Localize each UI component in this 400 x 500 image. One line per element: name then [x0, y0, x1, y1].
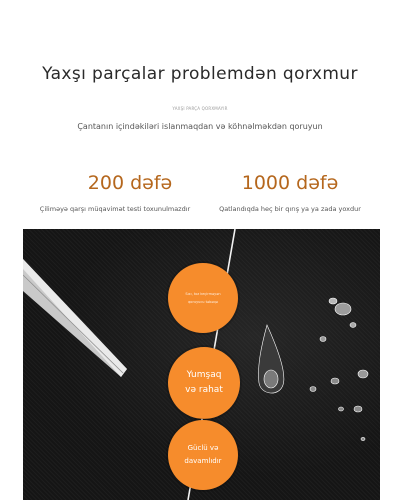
stat-note-200: Çiliməyə qarşı müqavimət testi toxunulmazdır	[39, 205, 191, 213]
stat-value-1000: 1000 dəfə	[241, 172, 339, 194]
stat-note-1000: Qatlandıqda heç bir qırış ya ya zada yoxdur	[219, 205, 361, 213]
badge-text-line2: və rahat	[185, 385, 223, 395]
badge-text-line1: Yumşaq	[186, 370, 222, 380]
feature-badge-dustproof	[168, 263, 238, 333]
page-subtitle: Çantanın içindəkiləri islanmaqdan və köhnəlməkdən qoruyun	[77, 122, 323, 131]
water-droplets-icon	[258, 298, 368, 441]
section-caption: YAXŞI PARÇA QORXMAYIR	[172, 106, 228, 111]
stat-value-200: 200 dəfə	[87, 172, 173, 194]
badge-text-line2: davamlıdır	[184, 457, 222, 465]
page-title: Yaxşı parçalar problemdən qorxmur	[42, 64, 358, 84]
badge-text-line1: Sıxı, toz keçirməyən	[185, 292, 221, 296]
feature-badge-durable	[168, 420, 238, 490]
badge-text-line2: qoruyucu təbəqə	[188, 300, 218, 304]
badge-text-line1: Güclü və	[187, 444, 219, 452]
feature-badge-soft	[168, 347, 240, 419]
fabric-product-image	[23, 229, 380, 500]
scissors-icon	[23, 259, 127, 377]
